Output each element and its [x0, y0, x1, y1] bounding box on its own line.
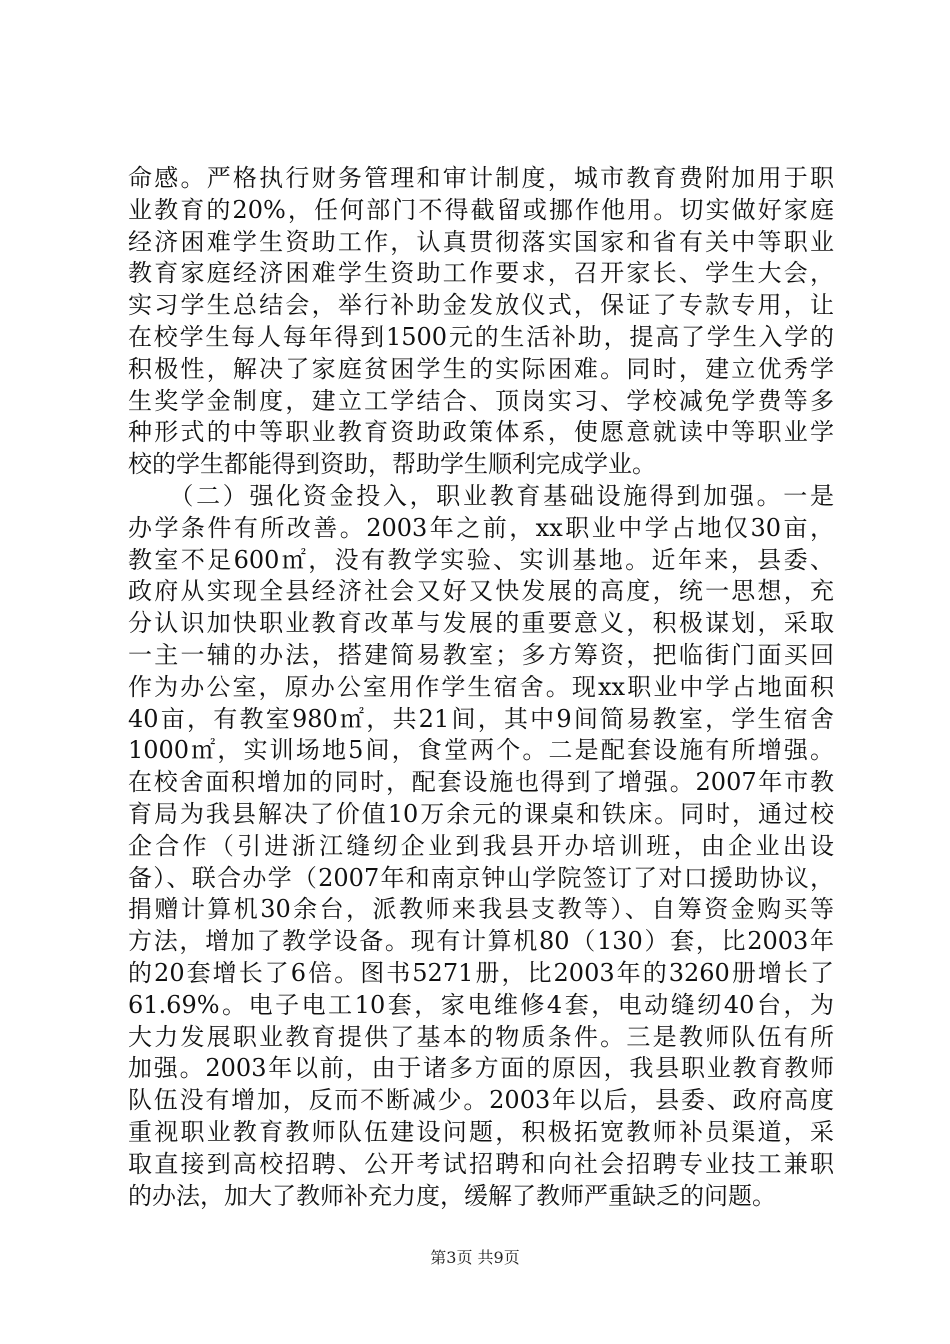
text-line: 取直接到高校招聘、公开考试招聘和向社会招聘专业技工兼职 — [128, 1149, 834, 1178]
text-line: 经济困难学生资助工作，认真贯彻落实国家和省有关中等职业 — [128, 227, 834, 256]
text-line: 加强。2003年以前，由于诸多方面的原因，我县职业教育教师 — [128, 1054, 834, 1083]
text-line: 在校学生每人每年得到1500元的生活补助，提高了学生入学的 — [128, 322, 834, 351]
text-line: 校的学生都能得到资助，帮助学生顺利完成学业。 — [128, 450, 656, 479]
text-line: 教育家庭经济困难学生资助工作要求，召开家长、学生大会， — [128, 259, 834, 288]
text-line: 一主一辅的办法，搭建简易教室；多方筹资，把临街门面买回 — [128, 640, 834, 669]
paragraph-lines — [128, 163, 834, 1212]
text-line: 的办法，加大了教师补充力度，缓解了教师严重缺乏的问题。 — [128, 1181, 776, 1210]
text-line: 积极性，解决了家庭贫困学生的实际困难。同时，建立优秀学 — [128, 354, 834, 383]
text-line: 1000㎡，实训场地5间，食堂两个。二是配套设施有所增强。 — [128, 736, 834, 765]
text-line: 在校舍面积增加的同时，配套设施也得到了增强。2007年市教 — [128, 768, 834, 797]
text-line: 种形式的中等职业教育资助政策体系，使愿意就读中等职业学 — [128, 418, 834, 447]
text-line: 生奖学金制度，建立工学结合、顶岗实习、学校减免学费等多 — [128, 386, 834, 415]
text-line: 办学条件有所改善。2003年之前，xx职业中学占地仅30亩， — [128, 513, 834, 542]
text-line: 实习学生总结会，举行补助金发放仪式，保证了专款专用，让 — [128, 291, 834, 320]
document-body — [128, 163, 834, 1212]
text-line: 大力发展职业教育提供了基本的物质条件。三是教师队伍有所 — [128, 1022, 834, 1051]
text-line: 政府从实现全县经济社会又好又快发展的高度，统一思想，充 — [128, 577, 834, 606]
text-line: 命感。严格执行财务管理和审计制度，城市教育费附加用于职 — [128, 164, 834, 192]
text-line: 重视职业教育教师队伍建设问题，积极拓宽教师补员渠道，采 — [128, 1117, 834, 1146]
text-line: 方法，增加了教学设备。现有计算机80（130）套，比2003年 — [128, 927, 834, 956]
text-line: 作为办公室，原办公室用作学生宿舍。现xx职业中学占地面积 — [128, 672, 834, 701]
text-line: 企合作（引进浙江缝纫企业到我县开办培训班，由企业出设 — [128, 831, 834, 860]
text-line: 育局为我县解决了价值10万余元的课桌和铁床。同时，通过校 — [128, 799, 834, 828]
text-line: 备）、联合办学（2007年和南京钟山学院签订了对口援助协议， — [128, 863, 834, 892]
text-line: （二）强化资金投入，职业教育基础设施得到加强。一是 — [128, 481, 834, 510]
text-line: 分认识加快职业教育改革与发展的重要意义，积极谋划，采取 — [128, 609, 834, 638]
text-line: 的20套增长了6倍。图书5271册，比2003年的3260册增长了 — [128, 958, 834, 987]
text-line: 61.69%。电子电工10套，家电维修4套，电动缝纫40台，为 — [128, 990, 834, 1019]
text-line: 队伍没有增加，反而不断减少。2003年以后，县委、政府高度 — [128, 1086, 834, 1115]
text-line: 捐赠计算机30余台，派教师来我县支教等）、自筹资金购买等 — [128, 895, 834, 924]
text-line: 教室不足600㎡，没有教学实验、实训基地。近年来，县委、 — [128, 545, 834, 574]
text-line: 40亩，有教室980㎡，共21间，其中9间简易教室，学生宿舍 — [128, 704, 834, 733]
text-line: 业教育的20%，任何部门不得截留或挪作他用。切实做好家庭 — [128, 195, 834, 224]
page-footer: 第3页 共9页 — [430, 1248, 520, 1267]
